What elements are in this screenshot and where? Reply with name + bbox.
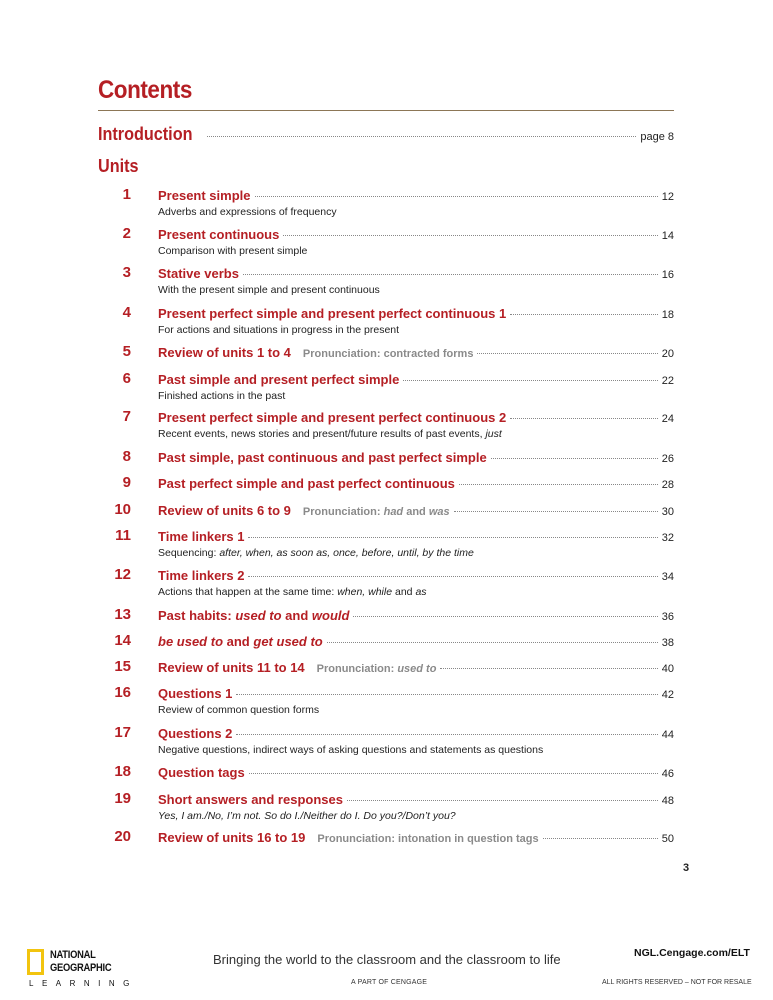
unit-subtitle-italic: when, while [337, 586, 393, 598]
unit-title [158, 726, 232, 741]
unit-number: 10 [114, 501, 131, 518]
unit-subtitle [158, 390, 285, 402]
unit-subtitle-italic: Yes, I am./No, I’m not. So do I./Neither do I. Do you?/Don’t you? [158, 810, 456, 822]
unit-subtitle-text: For actions and situations in progress in the present [158, 324, 400, 336]
unit-title-text: Past simple and present perfect simple [158, 372, 400, 387]
unit-number: 20 [114, 828, 131, 845]
logo-text-line2: GEOGRAPHIC [50, 962, 112, 974]
unit-title-line [158, 266, 674, 281]
introduction-page: page 8 [640, 131, 674, 143]
unit-title-text: Short answers and responses [158, 792, 343, 807]
dot-leader [243, 274, 658, 275]
unit-title-text: Past habits: [158, 608, 232, 623]
unit-title-text: Review of units 6 to 9 [158, 503, 291, 518]
unit-number: 2 [122, 225, 131, 242]
unit-title-text: Time linkers 2 [158, 568, 245, 583]
introduction-entry[interactable] [98, 124, 674, 145]
page-title: Contents [98, 76, 192, 104]
dot-leader [283, 235, 657, 236]
unit-number: 5 [122, 343, 131, 360]
logo-text-line3: LEARNING [29, 979, 138, 988]
dot-leader [236, 694, 657, 695]
unit-page: 16 [661, 269, 674, 281]
unit-title-text: Question tags [158, 765, 245, 780]
unit-title-line [158, 188, 674, 203]
unit-title [158, 503, 291, 518]
unit-title-line [158, 529, 674, 544]
unit-number: 8 [122, 448, 131, 465]
unit-subtitle [158, 284, 380, 296]
logo-text-line1: NATIONAL [50, 949, 96, 961]
dot-leader [543, 838, 658, 839]
unit-subtitle-text: Sequencing: [158, 547, 217, 559]
unit-title-line [158, 345, 674, 360]
unit-title-line [158, 660, 674, 675]
dot-leader [491, 458, 658, 459]
dot-leader [477, 353, 657, 354]
title-divider [98, 110, 674, 111]
unit-page: 12 [661, 191, 674, 203]
unit-page: 40 [661, 663, 674, 675]
unit-title [158, 634, 323, 649]
unit-title-text: Present perfect simple and present perfect continuous 1 [158, 306, 507, 321]
unit-title-italic: get used to [253, 634, 323, 649]
unit-page: 42 [661, 689, 674, 701]
dot-leader [207, 136, 636, 137]
unit-page: 26 [661, 453, 674, 465]
unit-subtitle-text: and [395, 586, 413, 598]
dot-leader [353, 616, 657, 617]
unit-page: 44 [661, 729, 674, 741]
unit-page: 22 [661, 375, 674, 387]
unit-title-line [158, 792, 674, 807]
unit-subtitle [158, 324, 399, 336]
unit-title-text: Review of units 1 to 4 [158, 345, 291, 360]
unit-page: 30 [661, 506, 674, 518]
unit-title-line [158, 608, 674, 623]
dot-leader [236, 734, 657, 735]
unit-title-text: Stative verbs [158, 266, 239, 281]
unit-subtitle [158, 704, 319, 716]
unit-title [158, 608, 349, 623]
unit-number: 14 [114, 632, 131, 649]
unit-subtitle-text: Actions that happen at the same time: [158, 586, 335, 598]
dot-leader [510, 418, 658, 419]
unit-title-line [158, 476, 674, 491]
unit-subtitle [158, 744, 543, 756]
unit-page: 20 [661, 348, 674, 360]
pronunciation-text: Pronunciation: [316, 663, 395, 675]
unit-page: 24 [661, 413, 674, 425]
unit-subtitle-text: Review of common question forms [158, 704, 320, 716]
unit-subtitle [158, 206, 337, 218]
unit-number: 16 [114, 684, 131, 701]
unit-subtitle-italic: after, when, as soon as, once, before, until, by the time [219, 547, 474, 559]
unit-title-line [158, 410, 674, 425]
unit-subtitle [158, 547, 474, 559]
unit-subtitle-text: With the present simple and present continuous [158, 284, 380, 296]
unit-page: 32 [661, 532, 674, 544]
unit-title-italic: would [311, 608, 350, 623]
yellow-border-icon [27, 949, 44, 975]
pronunciation-text: Pronunciation: contracted forms [302, 348, 474, 360]
unit-title-line [158, 227, 674, 242]
unit-title [158, 660, 305, 675]
unit-title-text: Present continuous [158, 227, 280, 242]
unit-number: 9 [122, 474, 131, 491]
unit-subtitle [158, 245, 307, 257]
unit-page: 36 [661, 611, 674, 623]
pronunciation-text: Pronunciation: [302, 506, 381, 518]
national-geographic-learning-logo [27, 947, 137, 992]
unit-title-italic: used to [235, 608, 282, 623]
unit-title-text: Past perfect simple and past perfect continuous [158, 476, 455, 491]
unit-title [158, 227, 279, 242]
unit-title-italic: be used to [158, 634, 224, 649]
introduction-label: Introduction [98, 124, 193, 144]
unit-page: 34 [661, 571, 674, 583]
unit-title [158, 686, 232, 701]
dot-leader [249, 773, 658, 774]
unit-title-line [158, 568, 674, 583]
unit-page: 50 [661, 833, 674, 845]
footer-tagline: Bringing the world to the classroom and the classroom to life [213, 952, 561, 967]
unit-title-text: and [226, 634, 250, 649]
unit-title [158, 792, 343, 807]
unit-subtitle-text: Recent events, news stories and present/future results of past events, [158, 428, 483, 440]
pronunciation-text: and [406, 506, 426, 518]
dot-leader [440, 668, 657, 669]
website-link[interactable]: NGL.Cengage.com/ELT [634, 947, 750, 959]
unit-title-text: and [285, 608, 309, 623]
dot-leader [248, 537, 657, 538]
unit-subtitle-text: Comparison with present simple [158, 245, 308, 257]
unit-title-text: Present perfect simple and present perfect continuous 2 [158, 410, 507, 425]
unit-number: 19 [114, 790, 131, 807]
pronunciation-italic: was [428, 506, 450, 518]
unit-title-line [158, 306, 674, 321]
unit-number: 13 [114, 606, 131, 623]
unit-subtitle [158, 810, 456, 822]
unit-title-line [158, 686, 674, 701]
unit-title [158, 568, 244, 583]
pronunciation-note [317, 833, 538, 845]
dot-leader [459, 484, 658, 485]
unit-title-line [158, 634, 674, 649]
unit-number: 3 [122, 264, 131, 281]
unit-title-text: Review of units 16 to 19 [158, 830, 306, 845]
unit-subtitle-italic: as [415, 586, 427, 598]
pronunciation-note [317, 663, 437, 675]
pronunciation-note [303, 348, 474, 360]
unit-page: 46 [661, 768, 674, 780]
units-heading: Units [98, 156, 139, 176]
unit-subtitle-italic: just [485, 428, 502, 440]
unit-title-line [158, 765, 674, 780]
unit-title [158, 830, 305, 845]
unit-title-line [158, 830, 674, 845]
unit-title-text: Questions 1 [158, 686, 233, 701]
pronunciation-note [303, 506, 450, 518]
unit-number: 12 [114, 566, 131, 583]
cengage-note: A PART OF CENGAGE [351, 979, 428, 986]
unit-title [158, 476, 455, 491]
page-number: 3 [683, 862, 690, 874]
unit-number: 6 [122, 370, 131, 387]
dot-leader [403, 380, 657, 381]
unit-number: 7 [122, 408, 131, 425]
unit-number: 18 [114, 763, 131, 780]
unit-subtitle-text: Finished actions in the past [158, 390, 286, 402]
dot-leader [510, 314, 658, 315]
unit-page: 38 [661, 637, 674, 649]
dot-leader [327, 642, 658, 643]
unit-title-line [158, 503, 674, 518]
unit-subtitle-text: Negative questions, indirect ways of asking questions and statements as questions [158, 744, 544, 756]
pronunciation-italic: had [383, 506, 404, 518]
pronunciation-italic: used to [397, 663, 437, 675]
unit-number: 17 [114, 724, 131, 741]
unit-subtitle [158, 428, 502, 440]
unit-number: 1 [122, 186, 131, 203]
unit-title [158, 306, 506, 321]
dot-leader [248, 576, 657, 577]
unit-title [158, 188, 251, 203]
unit-title-line [158, 372, 674, 387]
unit-page: 28 [661, 479, 674, 491]
unit-title [158, 345, 291, 360]
unit-number: 11 [115, 527, 131, 544]
unit-title [158, 372, 399, 387]
unit-title-line [158, 450, 674, 465]
unit-title-text: Review of units 11 to 14 [158, 660, 305, 675]
unit-title [158, 410, 506, 425]
unit-title-text: Present simple [158, 188, 251, 203]
dot-leader [454, 511, 658, 512]
pronunciation-text: Pronunciation: intonation in question tags [317, 833, 539, 845]
unit-title [158, 529, 244, 544]
dot-leader [347, 800, 658, 801]
unit-title-line [158, 726, 674, 741]
unit-number: 15 [114, 658, 131, 675]
unit-number: 4 [122, 304, 131, 321]
unit-title-text: Questions 2 [158, 726, 233, 741]
rights-notice: ALL RIGHTS RESERVED – NOT FOR RESALE [602, 979, 752, 986]
unit-title [158, 266, 239, 281]
unit-title-text: Past simple, past continuous and past perfect simple [158, 450, 487, 465]
unit-subtitle [158, 586, 427, 598]
unit-subtitle-text: Adverbs and expressions of frequency [158, 206, 337, 218]
unit-title-text: Time linkers 1 [158, 529, 245, 544]
dot-leader [255, 196, 658, 197]
unit-title [158, 450, 487, 465]
unit-page: 14 [661, 230, 674, 242]
unit-page: 48 [661, 795, 674, 807]
unit-title [158, 765, 245, 780]
unit-page: 18 [661, 309, 674, 321]
